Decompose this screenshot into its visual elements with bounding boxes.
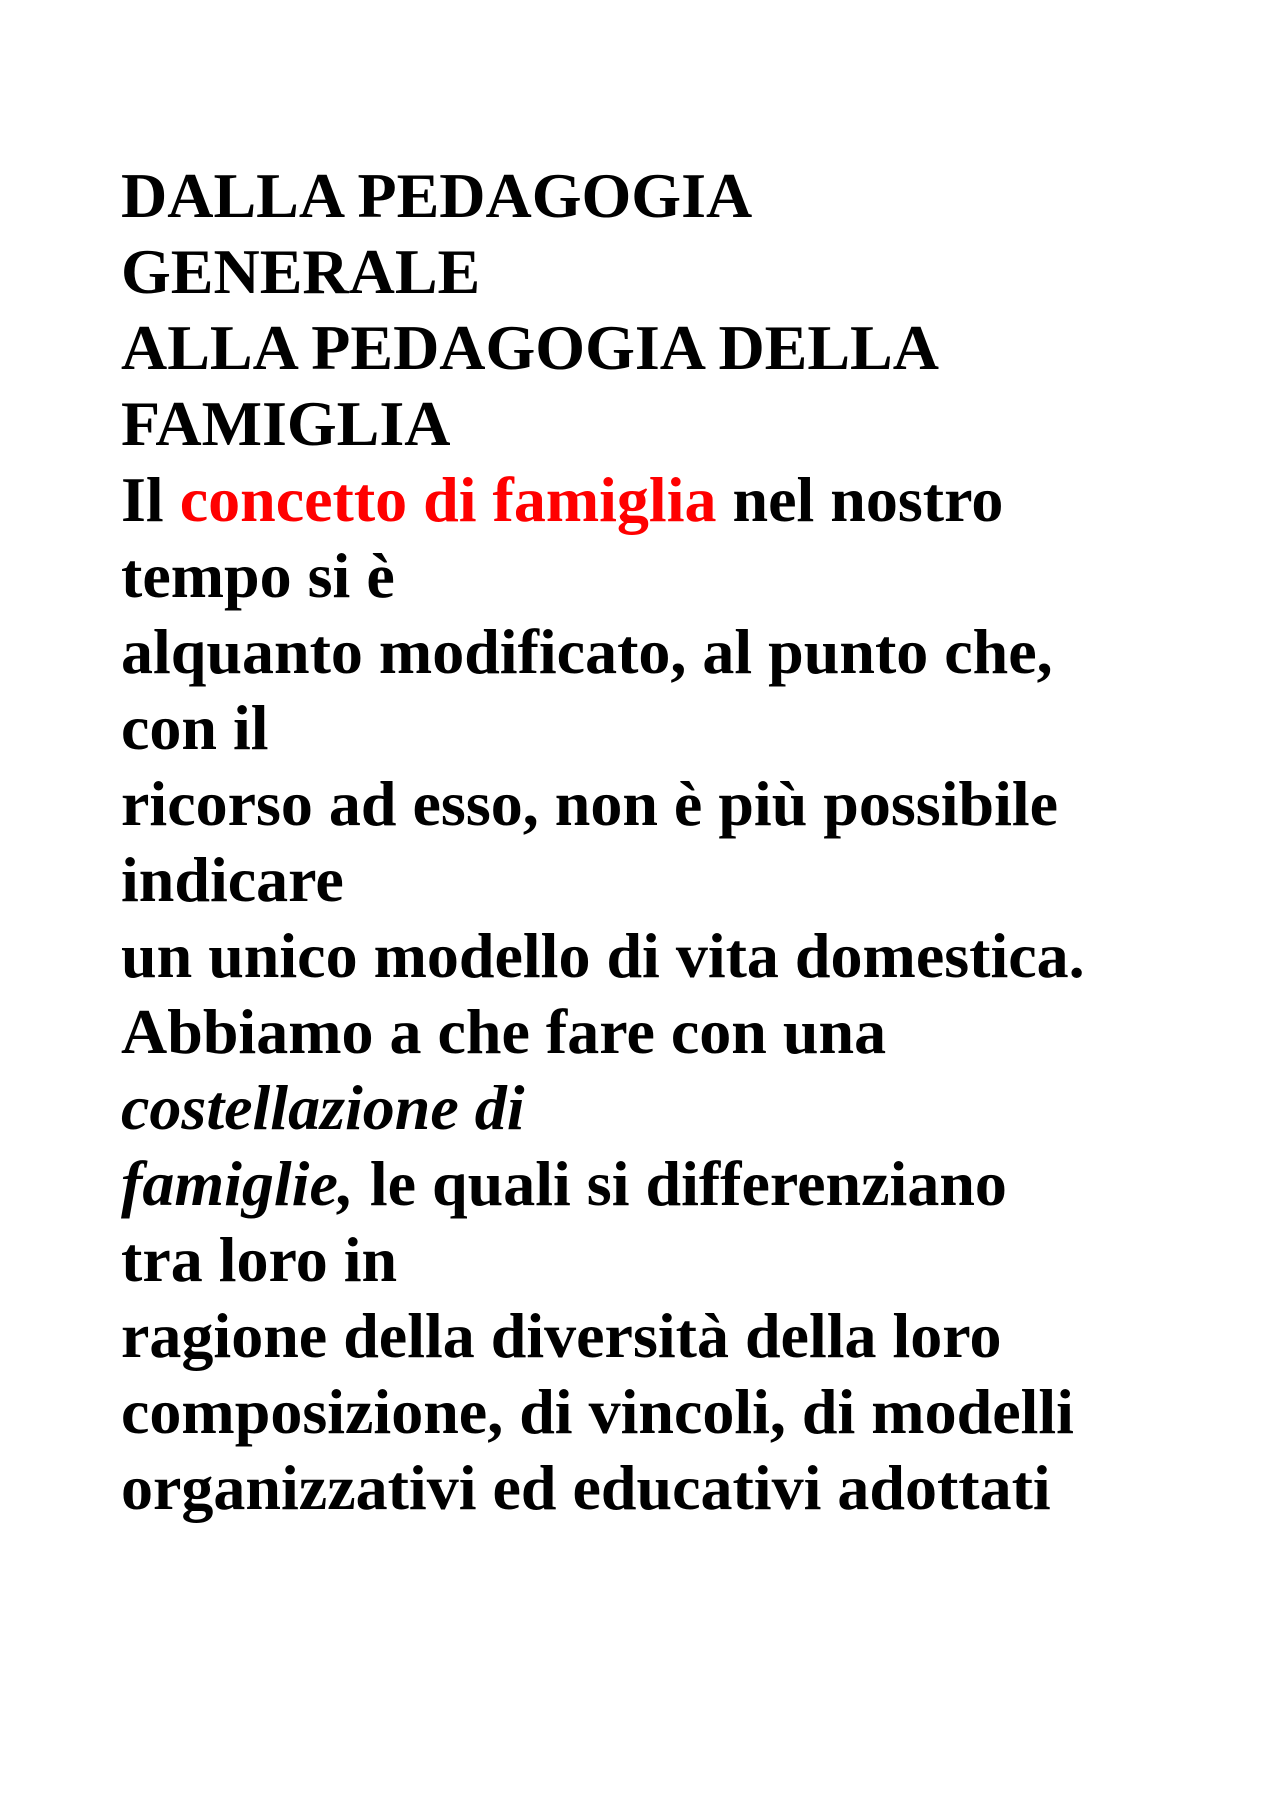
body-line-9-italic: costellazione di	[121, 1072, 525, 1143]
body-line-1-suffix: nel nostro	[716, 464, 1004, 535]
body-line-14: organizzativi ed educativi adottati	[121, 1452, 1051, 1523]
body-line-7: un unico modello di vita domestica.	[121, 920, 1085, 991]
body-line-5: ricorso ad esso, non è più possibile	[121, 768, 1059, 839]
body-line-2: tempo si è	[121, 540, 395, 611]
highlighted-phrase: concetto di famiglia	[179, 464, 717, 535]
body-line-8: Abbiamo a che fare con una	[121, 996, 887, 1067]
body-line-10-italic: famiglie,	[121, 1148, 354, 1219]
document-text	[121, 158, 1241, 1526]
body-line-13: composizione, di vincoli, di modelli	[121, 1376, 1074, 1447]
body-line-10-rest: le quali si differenziano	[353, 1148, 1007, 1219]
body-line-1	[121, 462, 1241, 538]
body-line-1-prefix: Il	[121, 464, 180, 535]
body-line-3: alquanto modificato, al punto che,	[121, 616, 1053, 687]
body-line-4: con il	[121, 692, 269, 763]
title-line-4: FAMIGLIA	[121, 388, 451, 459]
body-line-11: tra loro in	[121, 1224, 398, 1295]
body-line-6: indicare	[121, 844, 344, 915]
body-line-12: ragione della diversità della loro	[121, 1300, 1002, 1371]
title-line-2: GENERALE	[121, 236, 481, 307]
title-line-3: ALLA PEDAGOGIA DELLA	[121, 312, 939, 383]
title-line-1: DALLA PEDAGOGIA	[121, 160, 753, 231]
body-line-10	[121, 1146, 1241, 1222]
